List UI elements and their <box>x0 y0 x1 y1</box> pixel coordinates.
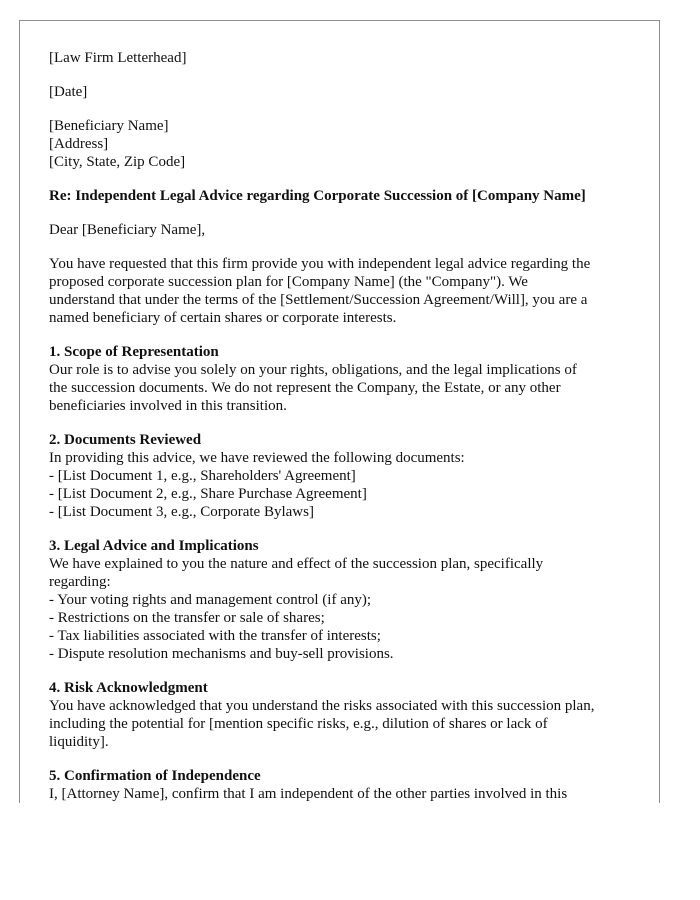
intro-paragraph <box>49 255 649 327</box>
section-line: I, [Attorney Name], confirm that I am independent of the other parties involved in this <box>49 786 568 802</box>
advice-list-item: - Your voting rights and management control (if any); <box>49 592 372 608</box>
section-title: 1. Scope of Representation <box>49 344 219 360</box>
section-line: You have acknowledged that you understand the risks associated with this succession plan, <box>49 698 595 714</box>
section-line: the succession documents. We do not represent the Company, the Estate, or any other <box>49 380 561 396</box>
recipient-address: [Address] <box>49 136 109 152</box>
section-line: including the potential for [mention specific risks, e.g., dilution of shares or lack of <box>49 716 548 732</box>
section-line: beneficiaries involved in this transition. <box>49 398 287 414</box>
document-list-item: - [List Document 3, e.g., Corporate Bylaws] <box>49 504 314 520</box>
letter-date: [Date] <box>49 84 88 100</box>
section-documents-reviewed <box>49 431 649 521</box>
document-list-item: - [List Document 1, e.g., Shareholders' Agreement] <box>49 468 356 484</box>
section-risk-acknowledgment <box>49 679 649 751</box>
section-title: 3. Legal Advice and Implications <box>49 538 259 554</box>
intro-line: You have requested that this firm provide you with independent legal advice regarding the <box>49 256 591 272</box>
section-line: We have explained to you the nature and effect of the succession plan, specifically <box>49 556 544 572</box>
section-line: In providing this advice, we have reviewed the following documents: <box>49 450 465 466</box>
salutation: Dear [Beneficiary Name], <box>49 222 206 238</box>
section-title: 4. Risk Acknowledgment <box>49 680 208 696</box>
letter-content <box>49 49 649 803</box>
letterhead: [Law Firm Letterhead] <box>49 50 187 66</box>
section-line: Our role is to advise you solely on your rights, obligations, and the legal implications of <box>49 362 577 378</box>
document-list-item: - [List Document 2, e.g., Share Purchase Agreement] <box>49 486 367 502</box>
recipient-name: [Beneficiary Name] <box>49 118 169 134</box>
intro-line: understand that under the terms of the [Settlement/Succession Agreement/Will], you are a <box>49 292 588 308</box>
section-title: 5. Confirmation of Independence <box>49 768 261 784</box>
advice-list-item: - Restrictions on the transfer or sale of shares; <box>49 610 325 626</box>
intro-line: proposed corporate succession plan for [Company Name] (the "Company"). We <box>49 274 528 290</box>
recipient-city-line: [City, State, Zip Code] <box>49 154 186 170</box>
intro-line: named beneficiary of certain shares or corporate interests. <box>49 310 397 326</box>
subject-line: Re: Independent Legal Advice regarding Corporate Succession of [Company Name] <box>49 188 586 204</box>
section-line: regarding: <box>49 574 111 590</box>
recipient-block <box>49 117 649 171</box>
section-scope-of-representation <box>49 343 649 415</box>
advice-list-item: - Dispute resolution mechanisms and buy-sell provisions. <box>49 646 394 662</box>
section-title: 2. Documents Reviewed <box>49 432 202 448</box>
section-confirmation-of-independence <box>49 767 649 803</box>
letter-page <box>19 20 660 803</box>
advice-list-item: - Tax liabilities associated with the transfer of interests; <box>49 628 381 644</box>
section-legal-advice <box>49 537 649 663</box>
section-line: liquidity]. <box>49 734 109 750</box>
